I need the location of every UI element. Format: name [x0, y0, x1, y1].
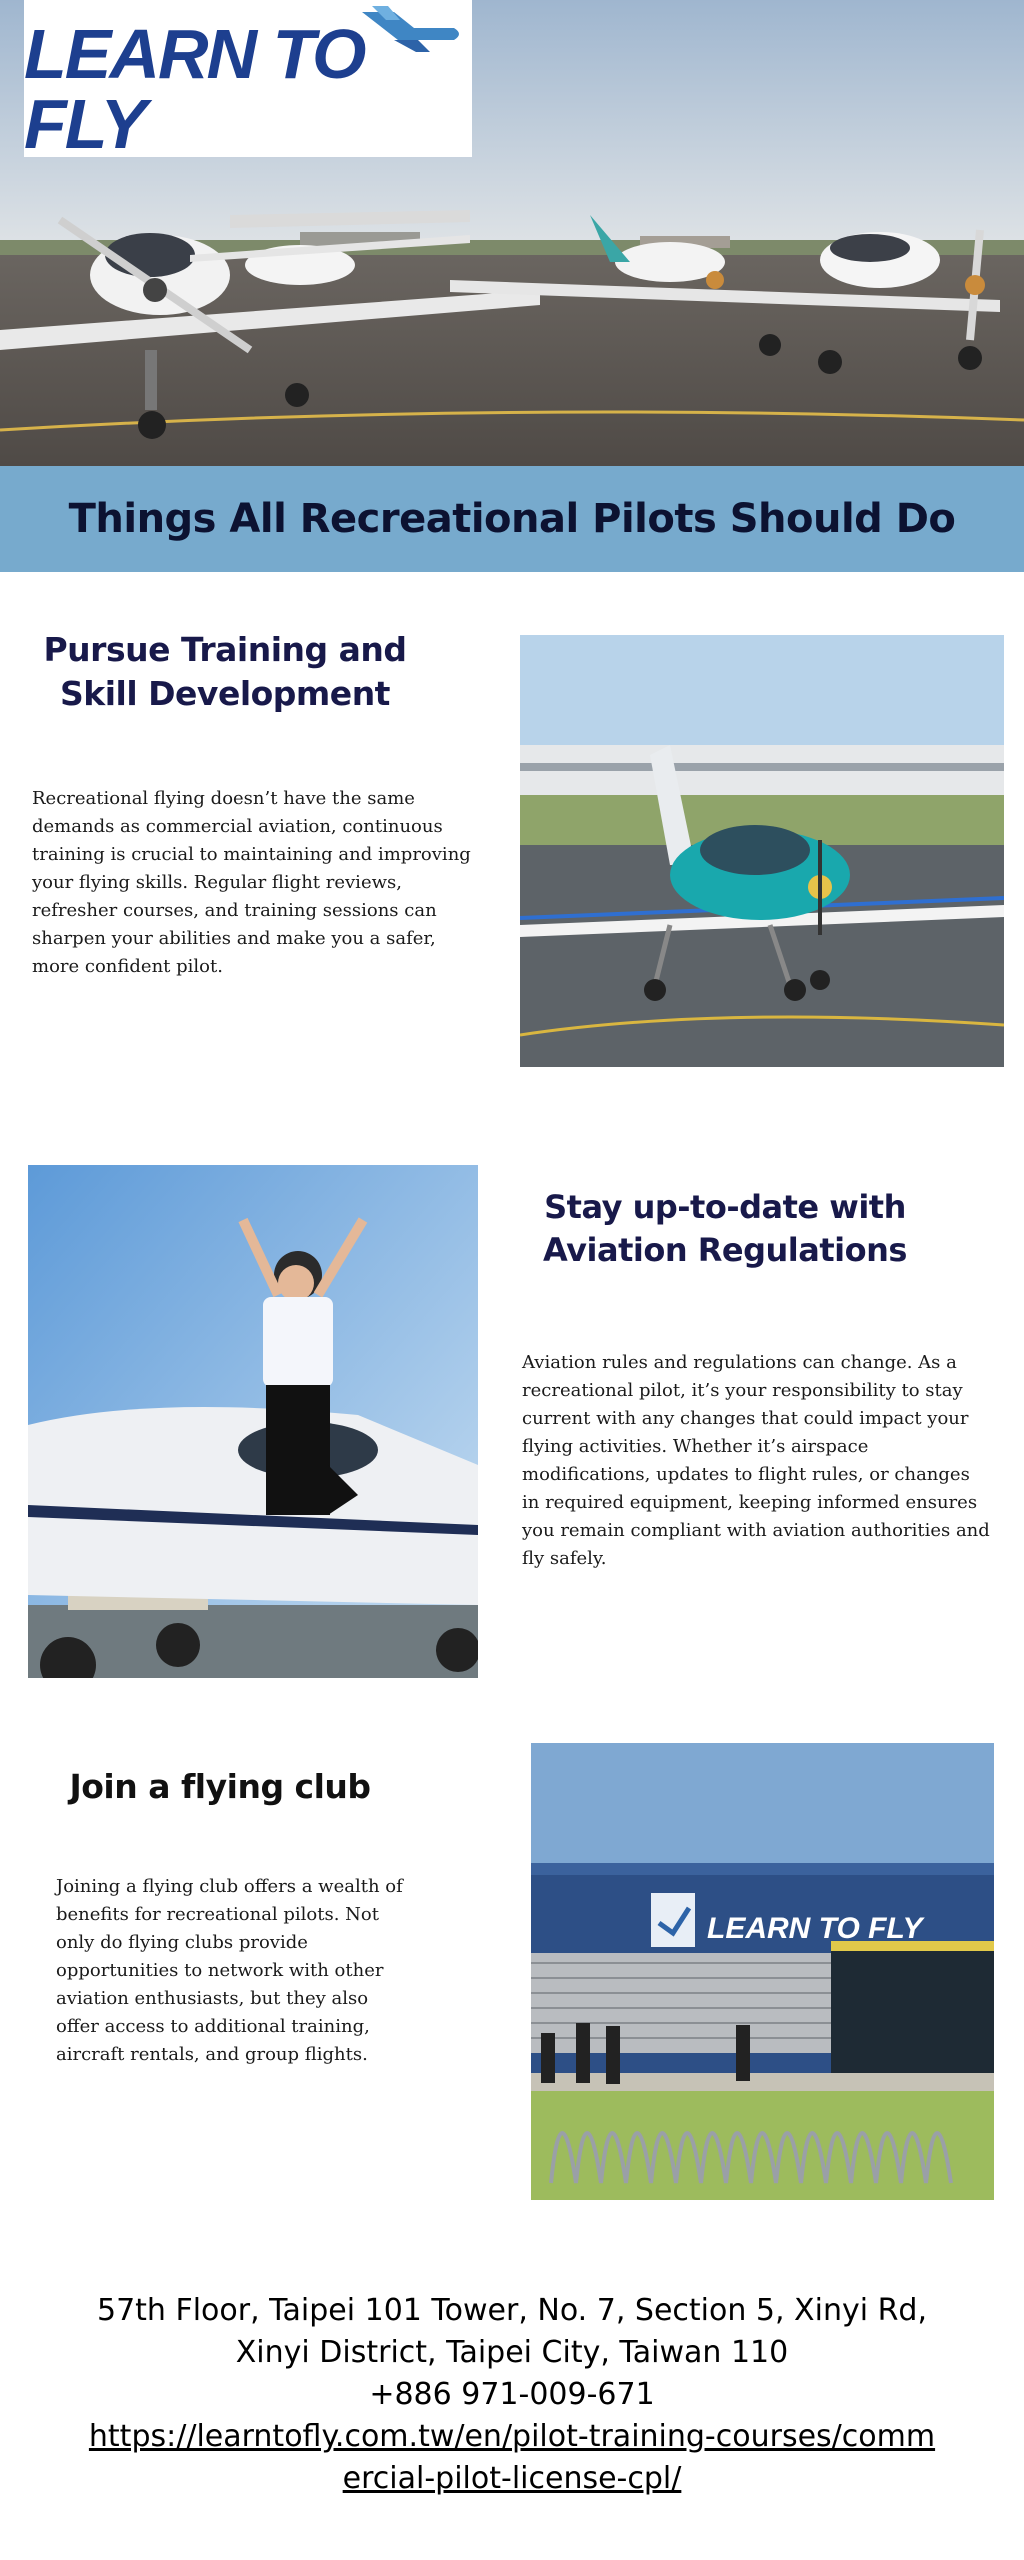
logo-wordmark: LEARN TO FLY — [24, 14, 365, 163]
teal-aircraft-photo — [520, 635, 1004, 1067]
pilot-photo — [28, 1165, 478, 1678]
section-heading-training: Pursue Training and Skill Development — [43, 630, 407, 714]
title-band — [0, 466, 1024, 572]
logo[interactable] — [24, 0, 472, 163]
website-link[interactable]: https://learntofly.com.tw/en/pilot-training-courses/commercial-pilot-license-cpl/ — [88, 2419, 936, 2496]
page-title: Things All Recreational Pilots Should Do — [68, 496, 956, 542]
plane-logo-icon — [354, 6, 464, 54]
address: 57th Floor, Taipei 101 Tower, No. 7, Section 5, Xinyi Rd, Xinyi District, Taipei City, Taiwan 110 — [96, 2293, 928, 2370]
building-photo — [531, 1743, 994, 2200]
flying-club-building-image — [531, 1743, 994, 2200]
section-body-training: Recreational flying doesn’t have the same demands as commercial aviation, continuous training is crucial to maintaining and improving your flying skills. Regular flight reviews, refresher courses, and training sessions can sharpen your abilities and make you a safer, more confident pilot. — [32, 788, 471, 977]
phone-number[interactable]: +886 971-009-671 — [369, 2377, 655, 2412]
section-body-flying-club: Joining a flying club offers a wealth of benefits for recreational pilots. Not only do flying clubs provide opportunities to network with other aviation enthusiasts, but they also offer access to additional training, aircraft rentals, and group flights. — [56, 1876, 403, 2065]
section-heading-flying-club: Join a flying club — [69, 1767, 371, 1806]
footer-contact — [0, 2290, 1024, 2500]
pilot-jumping-image — [28, 1165, 478, 1678]
section-heading-regulations: Stay up-to-date with Aviation Regulations — [543, 1188, 907, 1269]
building-sign: LEARN TO FLY — [707, 1912, 923, 1945]
hero-banner — [0, 0, 1024, 466]
training-aircraft-image — [520, 635, 1004, 1067]
section-body-regulations: Aviation rules and regulations can change. As a recreational pilot, it’s your responsibility to stay current with any changes that could impact your flying activities. Whether it’s airspace modifications, updates to flight rules, or changes in required equipment, keeping informed ensures you remain compliant with aviation authorities and fly safely. — [522, 1352, 990, 1569]
